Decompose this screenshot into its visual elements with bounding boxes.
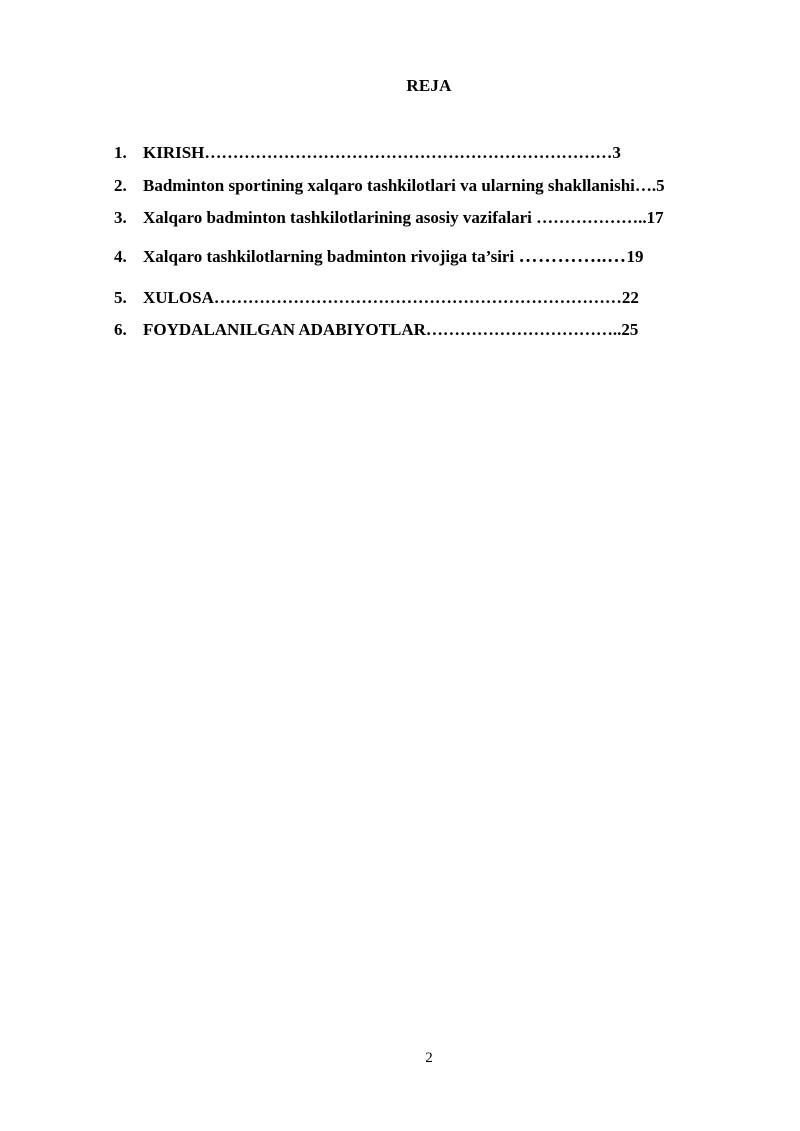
toc-item-dots: ……………………………………………………………… [213,288,622,307]
toc-item-page: 5 [656,176,665,195]
toc-item-page: 17 [646,208,664,227]
toc-item-dots: …. [634,176,657,195]
toc-item-dots: …………………………….. [425,320,622,339]
toc-item-page: 19 [626,247,644,266]
toc-item-number: 4. [114,247,127,266]
toc-item-dots: ……………….. [536,208,647,227]
toc-item-influence [114,247,643,267]
toc-item-functions [114,208,664,228]
toc-item-dots: …………..… [518,246,627,267]
toc-item-text: Xalqaro tashkilotlarning badminton rivojiga ta’siri [143,247,519,266]
toc-item-number: 3. [114,208,127,227]
toc-item-page: 25 [621,320,639,339]
toc-item-text: KIRISH [143,143,205,162]
page-title: REJA [406,76,452,95]
toc-item-text: Xalqaro badminton tashkilotlarining asosiy vazifalari [143,208,537,227]
toc-item-number: 6. [114,320,127,339]
toc-item-dots: ……………………………………………………………… [204,143,613,162]
toc-item-number: 2. [114,176,127,195]
toc-item-references [114,320,638,340]
toc-item-text: Badminton sportining xalqaro tashkilotlari va ularning shakllanishi [143,176,635,195]
toc-item-text: FOYDALANILGAN ADABIYOTLAR [143,320,426,339]
toc-item-xulosa [114,288,639,308]
toc-item-number: 1. [114,143,127,162]
toc-item-number: 5. [114,288,127,307]
toc-item-kirish [114,143,621,163]
toc-item-text: XULOSA [143,288,214,307]
toc-item-organizations [114,176,665,196]
toc-item-page: 22 [621,288,639,307]
toc-item-page: 3 [612,143,621,162]
page-number: 2 [425,1050,433,1066]
